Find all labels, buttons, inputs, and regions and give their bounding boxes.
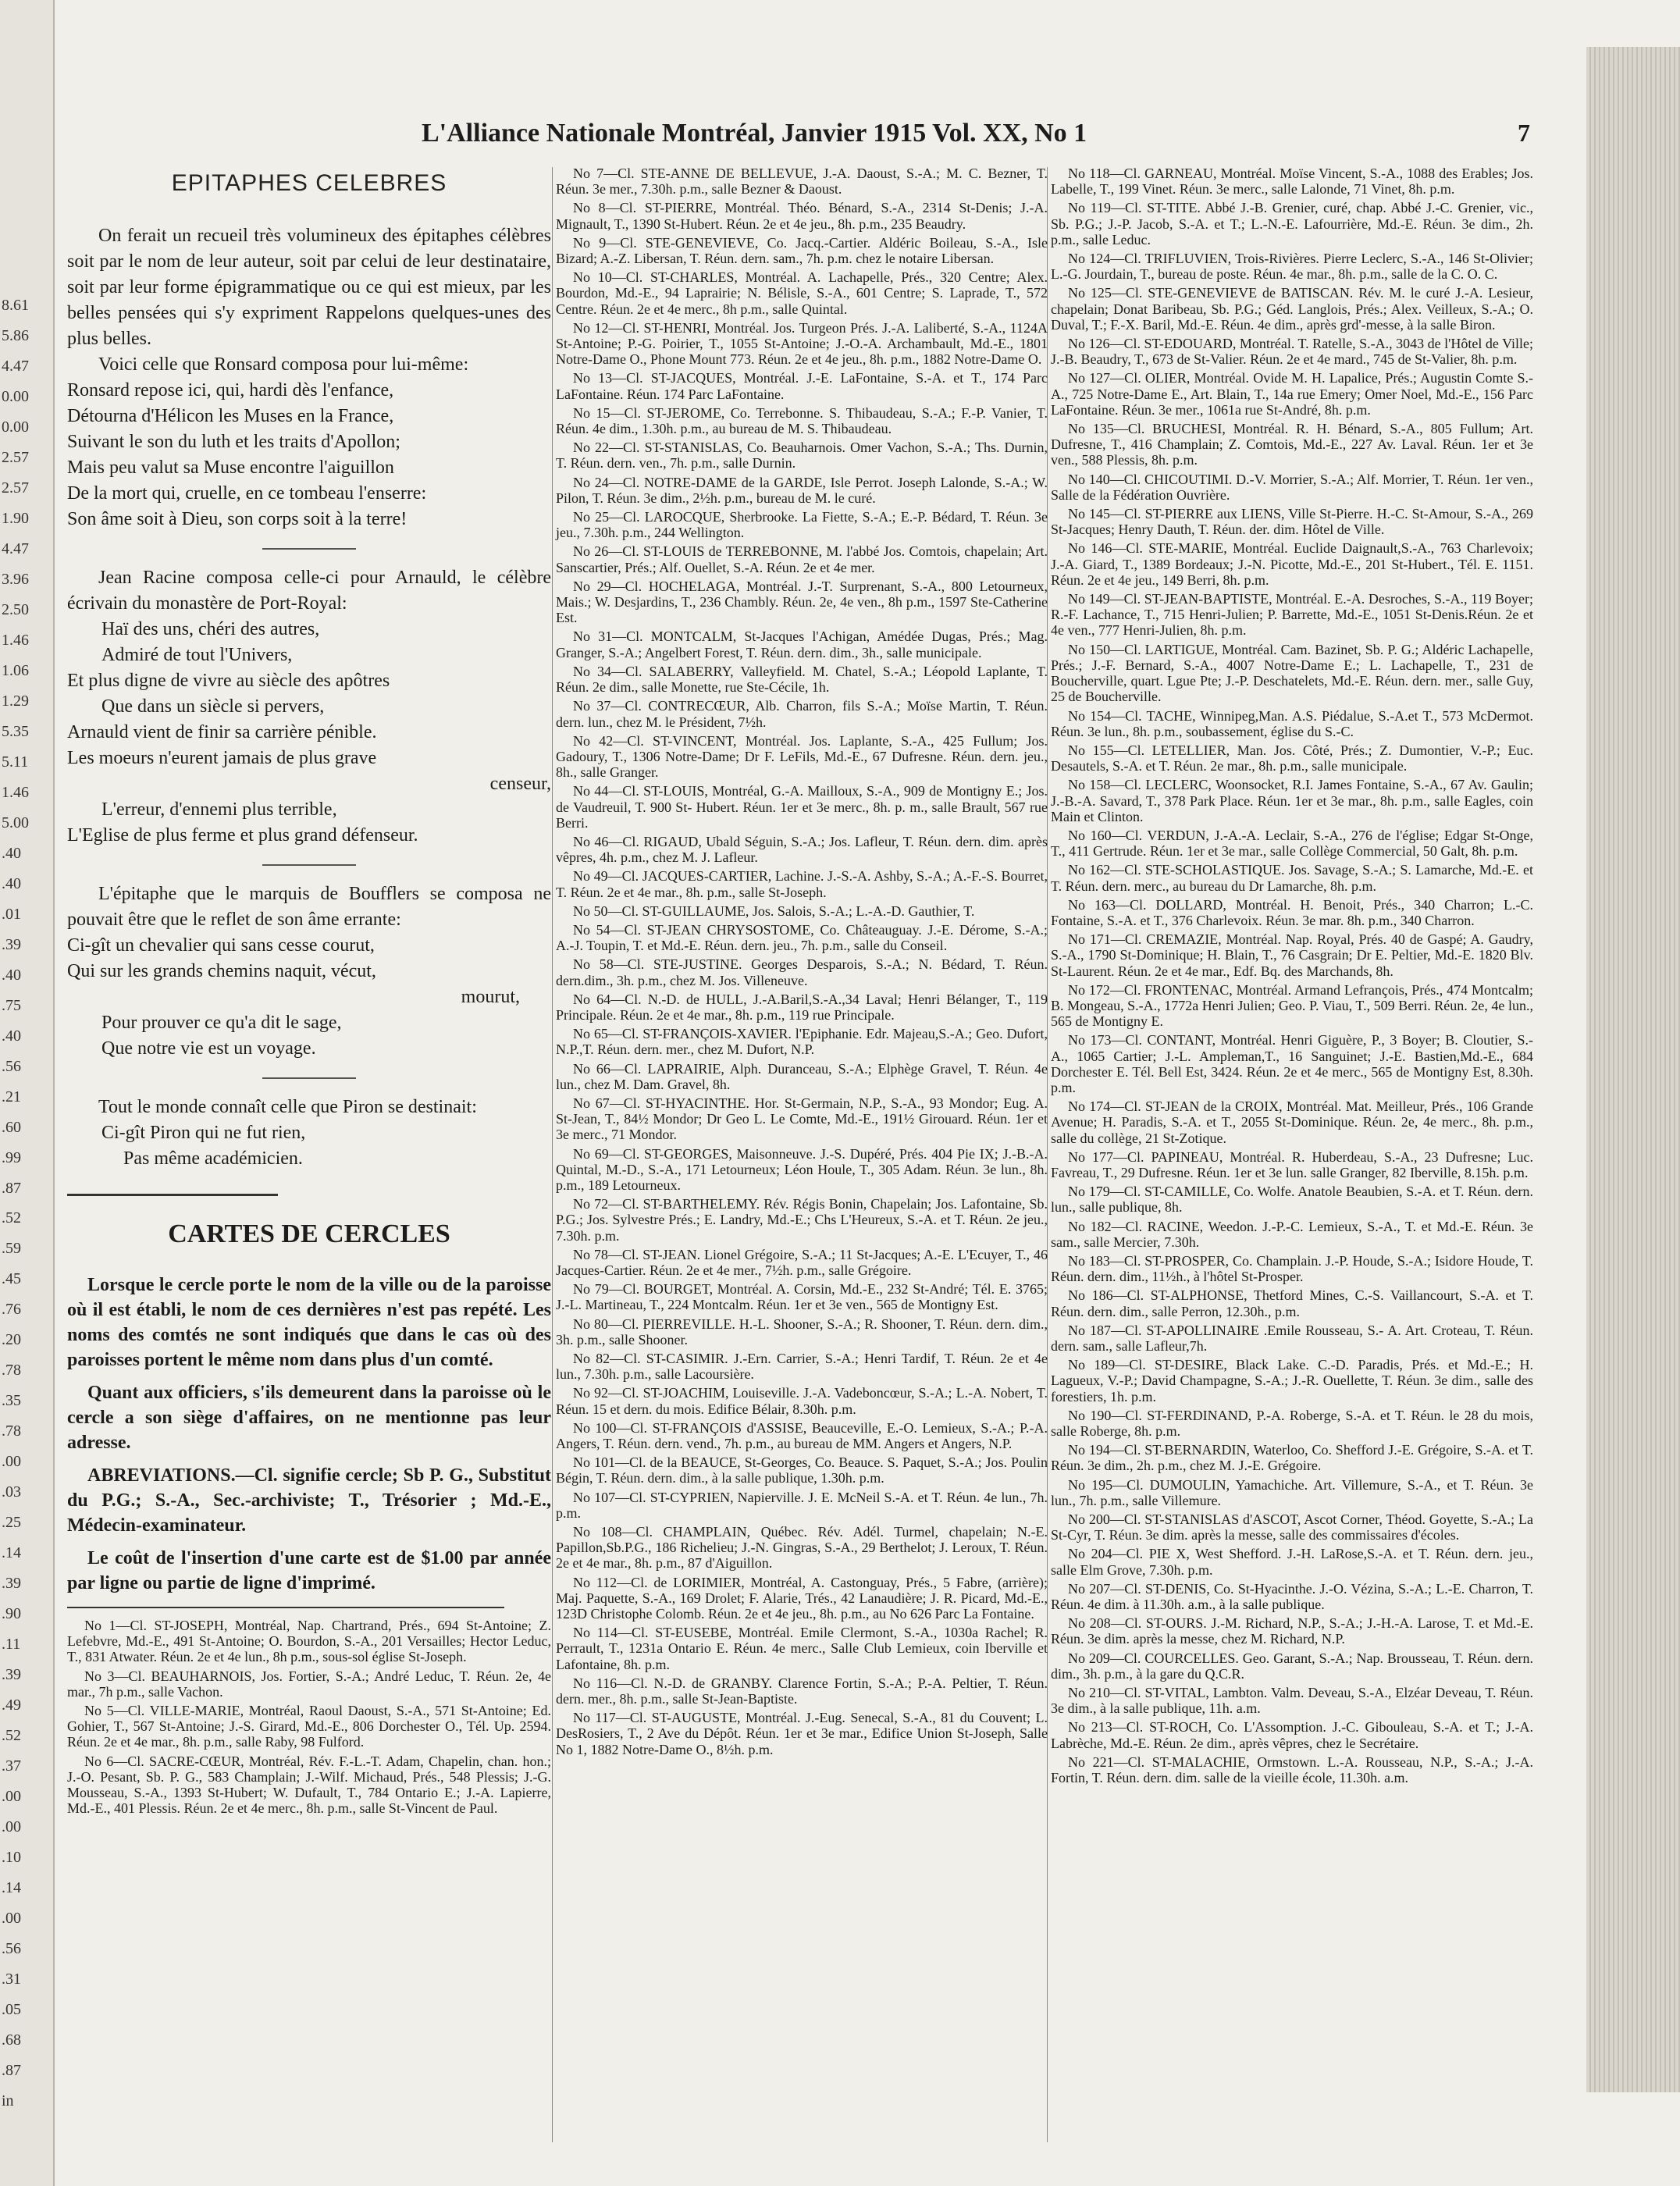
circle-entry: No 117—Cl. ST-AUGUSTE, Montréal. J.-Eug. Senecal, S.-A., 81 du Couvent; L. DesRosiers, T., 2 Ave du Dépôt. Réun. 1er et 3e mar., Edifice Union St-Joseph, Salle No 1, 1882 Notre-Dame O., 8½h. p.m. bbox=[556, 1710, 1048, 1757]
margin-number: .01 bbox=[2, 905, 21, 923]
circle-entry: No 119—Cl. ST-TITE. Abbé J.-B. Grenier, curé, chap. Abbé J.-C. Grenier, vic., Sb. P.G.; J.-P. Jacob, S.-A. et T.; L.-N.-E. Lafourrière, Md.-E. Réun. 3e dim., 2h. p.m., salle Leduc. bbox=[1051, 200, 1533, 247]
circle-entry: No 42—Cl. ST-VINCENT, Montréal. Jos. Laplante, S.-A., 425 Fullum; Jos. Gadoury, T., 1306 Notre-Dame; Dr F. LeFils, Md.-E., 67 Dufresne. Réun. dern. jeu., 8h., salle Granger. bbox=[556, 732, 1048, 781]
margin-number: 3.96 bbox=[2, 570, 29, 588]
circle-entry: No 171—Cl. CREMAZIE, Montréal. Nap. Royal, Prés. 40 de Gaspé; A. Gaudry, S.-A., 1790 St-Dominique; H. Blain, T., 76 Casgrain; Dr E. Peltier, Md.-E. 1820 Blv. St-Laurent. Réun. 2e et 4e mar., Edf. Bq. des Marchands, 8h. bbox=[1051, 931, 1533, 979]
margin-number: 4.47 bbox=[2, 539, 29, 557]
circle-entry: No 210—Cl. ST-VITAL, Lambton. Valm. Deveau, S.-A., Elzéar Deveau, T. Réun. 3e dim., à la salle publique, 11h. a.m. bbox=[1051, 1685, 1533, 1717]
verse-line: mourut, bbox=[461, 987, 520, 1007]
cartes-paragraph: Quant aux officiers, s'ils demeurent dans la paroisse où le cercle a son siège d'affaires, on ne mentionne pas leur adresse. bbox=[67, 1383, 551, 1453]
circle-entry: No 208—Cl. ST-OURS. J.-M. Richard, N.P., S.-A.; J.-H.-A. Larose, T. et Md.-E. Réun. 3e dim. après la messe, chez M. Richard, N.P. bbox=[1051, 1615, 1533, 1647]
margin-number: .99 bbox=[2, 1148, 21, 1166]
circle-entry: No 10—Cl. ST-CHARLES, Montréal. A. Lachapelle, Prés., 320 Centre; Alex. Bourdon, Md.-E., 94 Laprairie; N. Bélisle, S.-A., 601 Centre; S. Laprade, T., 572 Centre. Réun. 2e et 4e merc., 8h p.m., salle Quintal. bbox=[556, 269, 1048, 317]
cartes-title: CARTES DE CERCLES bbox=[168, 1219, 450, 1248]
circle-entry: No 163—Cl. DOLLARD, Montréal. H. Benoit, Prés., 340 Charron; L.-C. Fontaine, S.-A. et T., 376 Charlevoix. Réun. 3e mar. 8h. p.m., 340 Charron. bbox=[1051, 896, 1533, 928]
margin-number: .03 bbox=[2, 1483, 21, 1501]
circle-entry: No 50—Cl. ST-GUILLAUME, Jos. Salois, S.-A.; L.-A.-D. Gauthier, T. bbox=[573, 903, 975, 919]
circle-entry: No 174—Cl. ST-JEAN de la CROIX, Montréal. Mat. Meilleur, Prés., 106 Grande Avenue; H. Paradis, S.-A. et T., 2055 St-Dominique. Réun. 2e, 4e merc., 8h. p.m., salle du collège, 21 St-Zotique. bbox=[1051, 1098, 1533, 1146]
circle-entry: No 172—Cl. FRONTENAC, Montréal. Armand Lefrançois, Prés., 474 Montcalm; B. Mongeau, S.-A., 1772a Henri Julien; Geo. P. Viau, T., 509 Berri. Réun. 2e, 4e lun., 565 de Montigny E. bbox=[1051, 981, 1533, 1030]
circle-entry: No 149—Cl. ST-JEAN-BAPTISTE, Montréal. E.-A. Desroches, S.-A., 119 Boyer; R.-F. Lachance, T., 715 Henri-Julien; P. Barrette, Md.-E., 1051 St-Denis.Réun. 2e et 4e ven., 777 Henri-Julien, 8h. p.m. bbox=[1051, 591, 1533, 639]
circle-entry: No 114—Cl. ST-EUSEBE, Montréal. Emile Clermont, S.-A., 1030a Rachel; R. Perrault, T., 1231a Ontario E. Réun. 4e merc., Salle Club Lemieux, coin Iberville et Lafontaine, 8h. p.m. bbox=[556, 1625, 1048, 1672]
section-separator bbox=[67, 1607, 504, 1608]
circle-entry: No 92—Cl. ST-JOACHIM, Louiseville. J.-A. Vadeboncœur, S.-A.; L.-A. Nobert, T. Réun. 15 et dern. du mois. Edifice Bélair, 8.30h. p.m. bbox=[556, 1385, 1048, 1417]
margin-number: .49 bbox=[2, 1696, 21, 1714]
verse-line: Qui sur les grands chemins naquit, vécut, bbox=[67, 961, 376, 981]
racine-intro: Jean Racine composa celle-ci pour Arnauld, le célèbre écrivain du monastère de Port-Royal: bbox=[67, 568, 551, 614]
circle-entry: No 100—Cl. ST-FRANÇOIS d'ASSISE, Beauceville, E.-O. Lemieux, S.-A.; P.-A. Angers, T. Réun. dern. vend., 7h. p.m., au bureau de MM. Angers et Angers, N.P. bbox=[556, 1419, 1048, 1452]
column-divider bbox=[552, 167, 553, 2142]
verse-line: De la mort qui, cruelle, en ce tombeau l'enserre: bbox=[67, 483, 427, 504]
margin-number: 8.61 bbox=[2, 297, 29, 314]
circle-entry: No 58—Cl. STE-JUSTINE. Georges Desparois, S.-A.; N. Bédard, T. Réun. dern.dim., 3h. p.m., chez M. Jos. Villeneuve. bbox=[556, 956, 1048, 988]
circle-list-middle bbox=[556, 166, 1048, 1761]
verse-line: Et plus digne de vivre au siècle des apôtres bbox=[67, 671, 390, 691]
circle-entry: No 160—Cl. VERDUN, J.-A.-A. Leclair, S.-A., 276 de l'église; Edgar St-Onge, T., 411 Gertrude. Réun. 1er et 3e mar., salle Collège Commercial, 50 Galt, 8h. p.m. bbox=[1051, 827, 1533, 860]
circle-entry: No 54—Cl. ST-JEAN CHRYSOSTOME, Co. Châteauguay. J.-E. Dérome, S.-A.; A.-J. Toupin, T. et Md.-E. Réun. dern. jeu., 7h. p.m., salle du Conseil. bbox=[556, 921, 1048, 954]
margin-number: .75 bbox=[2, 996, 21, 1014]
circle-entry: No 78—Cl. ST-JEAN. Lionel Grégoire, S.-A.; 11 St-Jacques; A.-E. L'Ecuyer, T., 46 Jacques-Cartier. Réun. 2e et 4e mer., 7½h. p.m., salle Grégoire. bbox=[556, 1246, 1048, 1278]
margin-number: .14 bbox=[2, 1544, 21, 1562]
circle-entry: No 29—Cl. HOCHELAGA, Montréal. J.-T. Surprenant, S.-A., 800 Letourneux, Mais.; W. Desjardins, T., 236 Chambly. Réun. 2e, 4e ven., 8h p.m., 1597 Ste-Catherine Est. bbox=[556, 578, 1048, 626]
margin-number: .14 bbox=[2, 1879, 21, 1897]
circle-entry: No 6—Cl. SACRE-CŒUR, Montréal, Rév. F.-L.-T. Adam, Chapelin, chan. hon.; J.-O. Pesant, Sb. P. G., 583 Champlain; J.-Wilf. Michaud, Prés., 548 Plessis; J.-G. Mousseau, S.-A., 1393 St-Hubert; W. Dufault, T., 784 Ontario E.; J.-A. Lapierre, Md.-E., 401 Plessis. Réun. 2e et 4e merc., 8h. p.m., salle St-Vincent de Paul. bbox=[67, 1753, 551, 1817]
verse-line: Pas même académicien. bbox=[123, 1148, 303, 1169]
circle-entry: No 124—Cl. TRIFLUVIEN, Trois-Rivières. Pierre Leclerc, S.-A., 146 St-Olivier; L.-G. Jourdain, T., bureau de poste. Réun. 4e mar., 8h. p.m., salle de la C. O. C. bbox=[1051, 251, 1533, 283]
margin-number: .60 bbox=[2, 1118, 21, 1136]
circle-entry: No 173—Cl. CONTANT, Montréal. Henri Giguère, P., 3 Boyer; B. Cloutier, S.-A., 1065 Cartier; J.-L. Ampleman,T., 16 Sanguinet; J.-E. Bastien,Md.-E., 684 Dorchester E. Tél. Bell Est, 3424. Réun. 2e et 4e merc., 565 de Montigny Est, 8.30h. p.m. bbox=[1051, 1032, 1533, 1095]
margin-number: .76 bbox=[2, 1301, 21, 1319]
circle-entry: No 126—Cl. ST-EDOUARD, Montréal. T. Ratelle, S.-A., 3043 de l'Hôtel de Ville; J.-B. Beaudry, T., 673 de St-Valier. Réun. 2e et 4e mard., 745 de St-Valier, 8h. p.m. bbox=[1051, 336, 1533, 368]
cartes-paragraph: Lorsque le cercle porte le nom de la ville ou de la paroisse où il est établi, le nom de ces dernières n'est pas repété. Les noms des comtés ne sont indiqués que dans le cas où des paroisses portent le même nom dans plus d'un comté. bbox=[67, 1275, 551, 1370]
margin-number: in bbox=[2, 2092, 14, 2109]
circle-entry: No 13—Cl. ST-JACQUES, Montréal. J.-E. LaFontaine, S.-A. et T., 174 Parc LaFontaine. Réun. 174 Parc LaFontaine. bbox=[556, 370, 1048, 402]
circle-entry: No 5—Cl. VILLE-MARIE, Montréal, Raoul Daoust, S.-A., 571 St-Antoine; Ed. Gohier, T., 567 St-Antoine; J.-S. Girard, Md.-E., 806 Dorchester O., Tél. Up. 2594. Réun. 2e et 4e mar., 8h. p.m., salle Raby, 98 Fulford. bbox=[67, 1703, 551, 1750]
circle-entry: No 3—Cl. BEAUHARNOIS, Jos. Fortier, S.-A.; André Leduc, T. Réun. 2e, 4e mar., 7h p.m., salle Vachon. bbox=[67, 1668, 551, 1700]
circle-entry: No 155—Cl. LETELLIER, Man. Jos. Côté, Prés.; Z. Dumontier, V.-P.; Euc. Desautels, S.-A. et T. Réun. 2e mar., 8h. p.m., salle municipale. bbox=[1051, 742, 1533, 774]
circle-entry: No 15—Cl. ST-JEROME, Co. Terrebonne. S. Thibaudeau, S.-A.; F.-P. Vanier, T. Réun. 4e dim., 1.30h. p.m., au bureau de M. S. Thibaudeau. bbox=[556, 404, 1048, 437]
circle-entry: No 158—Cl. LECLERC, Woonsocket, R.I. James Fontaine, S.-A., 67 Av. Gaulin; J.-B.-A. Savard, T., 378 Park Place. Réun. 1er et 3e mar., 8h. p.m., salle Eagles, coin Main et Clinton. bbox=[1051, 777, 1533, 824]
cartes-paragraph: Le coût de l'insertion d'une carte est de $1.00 par année par ligne ou partie de ligne d'imprimé. bbox=[67, 1548, 551, 1593]
section-separator bbox=[262, 1077, 356, 1079]
verse-line: Ronsard repose ici, qui, hardi dès l'enfance, bbox=[67, 380, 394, 401]
margin-number: .40 bbox=[2, 844, 21, 862]
circle-entry: No 25—Cl. LAROCQUE, Sherbrooke. La Fiette, S.-A.; E.-P. Bédard, T. Réun. 3e jeu., 7.30h. p.m., 244 Wellington. bbox=[556, 509, 1048, 541]
margin-number: .87 bbox=[2, 1179, 21, 1197]
verse-line: censeur, bbox=[489, 774, 551, 794]
circle-entry: No 125—Cl. STE-GENEVIEVE de BATISCAN. Rév. M. le curé J.-A. Lesieur, chapelain; Donat Baribeau, Sb. P.G.; Géd. Langlois, Prés.; Alex. Veilleux, S.-A.; O. Duval, T.; F.-X. Baril, Md.-E. Réun. 4e dim., après grd'-messe, à la salle Biron. bbox=[1051, 285, 1533, 333]
boufflers-verse bbox=[67, 933, 551, 1062]
circle-entry: No 49—Cl. JACQUES-CARTIER, Lachine. J.-S.-A. Ashby, S.-A.; A.-F.-S. Bourret, T. Réun. 2e et 4e mar., 8h. p.m., salle St-Joseph. bbox=[556, 868, 1048, 900]
margin-number: .00 bbox=[2, 1453, 21, 1471]
circle-entry: No 31—Cl. MONTCALM, St-Jacques l'Achigan, Amédée Dugas, Prés.; Mag. Granger, S.-A.; Angelbert Forest, T. Réun. dern. dim., 3h., salle municipale. bbox=[556, 628, 1048, 660]
column-left bbox=[67, 166, 551, 1819]
margin-number: .59 bbox=[2, 1240, 21, 1258]
margin-number: .31 bbox=[2, 1971, 21, 1988]
margin-number: .87 bbox=[2, 2062, 21, 2080]
circle-entry: No 34—Cl. SALABERRY, Valleyfield. M. Chatel, S.-A.; Léopold Laplante, T. Réun. 2e dim., salle Monette, rue Ste-Cécile, 1h. bbox=[556, 663, 1048, 696]
circle-entry: No 107—Cl. ST-CYPRIEN, Napierville. J. E. McNeil S.-A. et T. Réun. 4e lun., 7h. p.m. bbox=[556, 1489, 1048, 1521]
margin-number: .40 bbox=[2, 1027, 21, 1045]
circle-entry: No 154—Cl. TACHE, Winnipeg,Man. A.S. Piédalue, S.-A.et T., 573 McDermot. Réun. 3e lun., 8h. p.m., soubassement, église du S.-C. bbox=[1051, 707, 1533, 739]
ronsard-verse bbox=[67, 378, 551, 532]
circle-entry: No 112—Cl. de LORIMIER, Montréal, A. Castonguay, Prés., 5 Fabre, (arrière); Maj. Paquette, S.-A., 169 Drolet; F. Alarie, Trés., 42 Lanaudière; J. R. Picard, Md.-E., 123D Christophe Colomb. Réun. 2e et 4e jeu., 8h. p.m., au No 626 Parc La Fontaine. bbox=[556, 1574, 1048, 1622]
verse-line: Mais peu valut sa Muse encontre l'aiguillon bbox=[67, 457, 394, 478]
margin-number: .35 bbox=[2, 1392, 21, 1410]
circle-entry: No 150—Cl. LARTIGUE, Montréal. Cam. Bazinet, Sb. P. G.; Aldéric Lachapelle, Prés.; J.-F. Bernard, S.-A., 4007 Notre-Dame E.; L. Lachapelle, T., 231 de Boucherville, quart. Lgue Pte; J.-P. Deschatelets, Md.-E. Réun. dern. mer., salle Guy, 25 de Boucherville. bbox=[1051, 641, 1533, 705]
margin-number: .00 bbox=[2, 1910, 21, 1928]
circle-list-left bbox=[67, 1618, 551, 1816]
margin-number: .37 bbox=[2, 1757, 21, 1775]
margin-number: .21 bbox=[2, 1088, 21, 1105]
circle-entry: No 190—Cl. ST-FERDINAND, P.-A. Roberge, S.-A. et T. Réun. le 28 du mois, salle Roberge, 8h. p.m. bbox=[1051, 1407, 1533, 1440]
epitaphes-title: EPITAPHES CELEBRES bbox=[171, 170, 447, 196]
circle-entry: No 194—Cl. ST-BERNARDIN, Waterloo, Co. Shefford J.-E. Grégoire, S.-A. et T. Réun. 3e dim., 2h. p.m., chez M. J.-E. Grégoire. bbox=[1051, 1442, 1533, 1474]
margin-number: .39 bbox=[2, 1666, 21, 1684]
circle-entry: No 189—Cl. ST-DESIRE, Black Lake. C.-D. Paradis, Prés. et Md.-E.; H. Lagueux, V.-P.; David Champagne, S.-A.; J.-R. Ouellette, T. Réun. 3e dim., salle des forestiers, 1h. p.m. bbox=[1051, 1357, 1533, 1405]
circle-entry: No 145—Cl. ST-PIERRE aux LIENS, Ville St-Pierre. H.-C. St-Amour, S.-A., 269 St-Jacques; Henry Dauth, T. Réun. der. dim. Hôtel de Ville. bbox=[1051, 506, 1533, 538]
margin-number: .40 bbox=[2, 874, 21, 892]
circle-entry: No 108—Cl. CHAMPLAIN, Québec. Rév. Adél. Turmel, chapelain; N.-E. Papillon,Sb.P.G., 186 Richelieu; J.-N. Gingras, S.-A., 29 Berthelot; J. Leroux, T. Réun. 2e et 4e mar., 8h. p.m., 87 d'Aiguillon. bbox=[556, 1524, 1048, 1572]
circle-entry: No 24—Cl. NOTRE-DAME de la GARDE, Isle Perrot. Joseph Lalonde, S.-A.; W. Pilon, T. Réun. 3e dim., 2½h. p.m., bureau de M. le curé. bbox=[556, 474, 1048, 506]
page-header bbox=[422, 119, 1632, 148]
circle-entry: No 209—Cl. COURCELLES. Geo. Garant, S.-A.; Nap. Brousseau, T. Réun. dern. dim., 3h. p.m., à la gare du Q.C.R. bbox=[1051, 1650, 1533, 1682]
circle-entry: No 221—Cl. ST-MALACHIE, Ormstown. L.-A. Rousseau, N.P., S.-A.; J.-A. Fortin, T. Réun. dern. dim. salle de la vieille école, 11.30h. a.m. bbox=[1051, 1753, 1533, 1786]
circle-entry: No 9—Cl. STE-GENEVIEVE, Co. Jacq.-Cartier. Aldéric Boileau, S.-A., Isle Bizard; A.-Z. Libersan, T. Réun. dern. sam., 7h. p.m. chez le notaire Libersan. bbox=[556, 234, 1048, 267]
verse-line: Ci-gît un chevalier qui sans cesse courut, bbox=[67, 935, 375, 956]
margin-number: .39 bbox=[2, 1575, 21, 1593]
circle-entry: No 213—Cl. ST-ROCH, Co. L'Assomption. J.-C. Gibouleau, S.-A. et T.; J.-A. Labrèche, Md.-E. Réun. 2e dim., après vêpres, chez le Secrétaire. bbox=[1051, 1719, 1533, 1751]
circle-entry: No 183—Cl. ST-PROSPER, Co. Champlain. J.-P. Houde, S.-A.; Isidore Houde, T. Réun. dern. dim., 11½h., à l'hôtel St-Prosper. bbox=[1051, 1253, 1533, 1285]
margin-number: .39 bbox=[2, 935, 21, 953]
circle-entry: No 79—Cl. BOURGET, Montréal. A. Corsin, Md.-E., 232 St-André; Tél. E. 3765; J.-L. Martineau, T., 224 Montcalm. Réun. 1er et 3e ven., 565 de Montigny Est. bbox=[556, 1281, 1048, 1313]
margin-number: 5.35 bbox=[2, 722, 29, 740]
circle-entry: No 162—Cl. STE-SCHOLASTIQUE. Jos. Savage, S.-A.; S. Lamarche, Md.-E. et T. Réun. dern. merc., au bureau du Dr Lamarche, 8h. p.m. bbox=[1051, 862, 1533, 894]
circle-entry: No 127—Cl. OLIER, Montréal. Ovide M. H. Lapalice, Prés.; Augustin Comte S.-A., 725 Notre-Dame E., Art. Blain, T., 14a rue Emery; Omer Noel, Md.-E., 156 Parc LaFontaine. Réun. 3e mer., 1061a rue St-André, 8h. p.m. bbox=[1051, 370, 1533, 418]
margin-number: 1.29 bbox=[2, 692, 29, 710]
margin-number: 4.47 bbox=[2, 357, 29, 375]
circle-entry: No 44—Cl. ST-LOUIS, Montréal, G.-A. Mailloux, S.-A., 909 de Montigny E.; Jos. de Vaudreuil, T. 900 St- Hubert. Réun. 1er et 3e merc., 8h. p. m., salle Brault, 567 rue Berri. bbox=[556, 783, 1048, 831]
margin-number: .52 bbox=[2, 1209, 21, 1227]
verse-line: Admiré de tout l'Univers, bbox=[101, 645, 293, 665]
circle-entry: No 8—Cl. ST-PIERRE, Montréal. Théo. Bénard, S.-A., 2314 St-Denis; J.-A. Mignault, T., 1390 St-Hubert. Réun. 2e et 4e jeu., 8h. p.m., 235 Beaudry. bbox=[556, 200, 1048, 232]
circle-entry: No 204—Cl. PIE X, West Shefford. J.-H. LaRose,S.-A. et T. Réun. dern. jeu., salle Elm Grove, 7.30h. p.m. bbox=[1051, 1546, 1533, 1578]
verse-line: Que dans un siècle si pervers, bbox=[101, 696, 325, 717]
margin-number: .10 bbox=[2, 1849, 21, 1867]
margin-number: .68 bbox=[2, 2031, 21, 2049]
margin-number: .90 bbox=[2, 1605, 21, 1623]
circle-entry: No 187—Cl. ST-APOLLINAIRE .Emile Rousseau, S.- A. Art. Croteau, T. Réun. dern. sam., salle Lafleur,7h. bbox=[1051, 1322, 1533, 1355]
circle-entry: No 66—Cl. LAPRAIRIE, Alph. Duranceau, S.-A.; Elphège Gravel, T. Réun. 4e lun., chez M. Dam. Gravel, 8h. bbox=[556, 1060, 1048, 1092]
ronsard-intro: Voici celle que Ronsard composa pour lui-même: bbox=[98, 354, 469, 375]
margin-number: .20 bbox=[2, 1331, 21, 1349]
circle-entry: No 64—Cl. N.-D. de HULL, J.-A.Baril,S.-A.,34 Laval; Henri Bélanger, T., 119 Principale. Réun. 2e et 4e mar., 8h. p.m., 119 rue Principale. bbox=[556, 991, 1048, 1023]
margin-number: .56 bbox=[2, 1940, 21, 1958]
header-title: L'Alliance Nationale Montréal, Janvier 1915 Vol. XX, No 1 bbox=[422, 119, 1087, 148]
section-separator bbox=[262, 548, 356, 550]
verse-line: Que notre vie est un voyage. bbox=[101, 1038, 316, 1059]
epitaphes-intro: On ferait un recueil très volumineux des épitaphes célèbres soit par le nom de leur auteur, soit par celui de leur destinataire, soit par leur forme épigrammatique ou ce qui est mieux, par les belles pensées qui s'y expriment Rappelons quelques-unes des plus belles. bbox=[67, 226, 551, 349]
margin-number: .45 bbox=[2, 1270, 21, 1288]
verse-line: Arnauld vient de finir sa carrière pénible. bbox=[67, 722, 377, 742]
previous-page-edge bbox=[0, 0, 55, 2186]
margin-number: 5.00 bbox=[2, 814, 29, 831]
margin-number: 2.57 bbox=[2, 479, 29, 497]
verse-line: Haï des uns, chéri des autres, bbox=[101, 619, 320, 639]
circle-entry: No 177—Cl. PAPINEAU, Montréal. R. Huberdeau, S.-A., 23 Dufresne; Luc. Favreau, T., 29 Dufresne. Réun. 1er et 3e lun. salle Granger, 82 Iberville, 8.15h. p.m. bbox=[1051, 1148, 1533, 1180]
margin-number: 1.46 bbox=[2, 783, 29, 801]
margin-number: .40 bbox=[2, 966, 21, 984]
margin-number: .52 bbox=[2, 1727, 21, 1745]
circle-entry: No 135—Cl. BRUCHESI, Montréal. R. H. Bénard, S.-A., 805 Fullum; Art. Dufresne, T., 416 Champlain; Z. Comtois, Md.-E., 227 Av. Laval. Réun. 1er et 3e ven., 588 Plessis, 8h. p.m. bbox=[1051, 421, 1533, 468]
book-page-edges bbox=[1586, 47, 1680, 2092]
circle-entry: No 72—Cl. ST-BARTHELEMY. Rév. Régis Bonin, Chapelain; Jos. Lafontaine, Sb. P.G.; Jos. Sylvestre Prés.; E. Landry, Md.-E.; Chs L'Heureux, S.-A. et T. Réun. 2e jeu., 7.30h. p.m. bbox=[556, 1196, 1048, 1244]
margin-number: .56 bbox=[2, 1057, 21, 1075]
circle-entry: No 101—Cl. de la BEAUCE, St-Georges, Co. Beauce. S. Paquet, S.-A.; Jos. Poulin Bégin, T. Réun. dern. dim., à la salle publique, 1.30h. p.m. bbox=[556, 1454, 1048, 1486]
margin-number: 1.06 bbox=[2, 661, 29, 679]
margin-number: .78 bbox=[2, 1362, 21, 1380]
circle-entry: No 118—Cl. GARNEAU, Montréal. Moïse Vincent, S.-A., 1088 des Erables; Jos. Labelle, T., 199 Vinet. Réun. 3e merc., salle Lalonde, 71 Vinet, 8h. p.m. bbox=[1051, 166, 1533, 198]
circle-entry: No 12—Cl. ST-HENRI, Montréal. Jos. Turgeon Prés. J.-A. Laliberté, S.-A., 1124A St-Antoine; P.-G. Poirier, T., 1055 St-Antoine; J.-O.-A. Archambault, Md.-E., 1801 Notre-Dame O., Phone Mount 773. Réun. 2e et 4e jeu., 8h. p.m., 1882 Notre-Dame O. bbox=[556, 319, 1048, 368]
circle-entry: No 1—Cl. ST-JOSEPH, Montréal, Nap. Chartrand, Prés., 694 St-Antoine; Z. Lefebvre, Md.-E., 491 St-Antoine; O. Bourdon, S.-A., 201 Versailles; Hector Leduc, T., 831 Atwater. Réun. 2e et 4e lun., 8h p.m., sous-sol église St-Joseph. bbox=[67, 1618, 551, 1665]
verse-line: Pour prouver ce qu'a dit le sage, bbox=[101, 1013, 342, 1033]
margin-number: 2.57 bbox=[2, 448, 29, 466]
verse-line: Détourna d'Hélicon les Muses en la France, bbox=[67, 406, 394, 426]
circle-entry: No 7—Cl. STE-ANNE DE BELLEVUE, J.-A. Daoust, S.-A.; M. C. Bezner, T. Réun. 3e mer., 7.30h. p.m., salle Bezner & Daoust. bbox=[556, 166, 1048, 198]
verse-line: L'Eglise de plus ferme et plus grand défenseur. bbox=[67, 825, 418, 846]
margin-number: 0.00 bbox=[2, 387, 29, 405]
margin-number: 0.00 bbox=[2, 418, 29, 436]
margin-number: .25 bbox=[2, 1514, 21, 1532]
circle-entry: No 82—Cl. ST-CASIMIR. J.-Ern. Carrier, S.-A.; Henri Tardif, T. Réun. 2e et 4e lun., 7.30h. p.m., salle Lacoursière. bbox=[556, 1351, 1048, 1383]
margin-number: .00 bbox=[2, 1818, 21, 1836]
circle-entry: No 65—Cl. ST-FRANÇOIS-XAVIER. l'Epiphanie. Edr. Majeau,S.-A.; Geo. Dufort, N.P.,T. Réun. dern. mer., chez M. Dufort, N.P. bbox=[556, 1026, 1048, 1058]
margin-number: 5.11 bbox=[2, 753, 29, 771]
cartes-paragraph: ABREVIATIONS.—Cl. signifie cercle; Sb P. G., Substitut du P.G.; S.-A., Sec.-archiviste; T., Trésorier ; Md.-E., Médecin-examinateur. bbox=[67, 1465, 551, 1536]
circle-entry: No 37—Cl. CONTRECŒUR, Alb. Charron, fils S.-A.; Moïse Martin, T. Réun. dern. lun., chez M. le Président, 7½h. bbox=[556, 698, 1048, 730]
verse-line: Son âme soit à Dieu, son corps soit à la terre! bbox=[67, 509, 408, 529]
piron-verse bbox=[67, 1120, 551, 1172]
verse-line: Les moeurs n'eurent jamais de plus grave bbox=[67, 748, 377, 768]
circle-entry: No 116—Cl. N.-D. de GRANBY. Clarence Fortin, S.-A.; P.-A. Peltier, T. Réun. dern. mer., 8h. p.m., salle St-Jean-Baptiste. bbox=[556, 1675, 1048, 1707]
piron-intro: Tout le monde connaît celle que Piron se destinait: bbox=[98, 1097, 477, 1117]
circle-entry: No 26—Cl. ST-LOUIS de TERREBONNE, M. l'abbé Jos. Comtois, chapelain; Art. Sanscartier, Prés.; Alf. Ouellet, S.-A. Réun. 2e et 4e mer. bbox=[556, 543, 1048, 575]
page-number: 7 bbox=[1518, 119, 1530, 147]
margin-number: .05 bbox=[2, 2001, 21, 2019]
circle-entry: No 186—Cl. ST-ALPHONSE, Thetford Mines, C.-S. Vaillancourt, S.-A. et T. Réun. dern. dim., salle Perron, 12.30h., p.m. bbox=[1051, 1287, 1533, 1319]
margin-number: .11 bbox=[2, 1636, 21, 1654]
circle-entry: No 146—Cl. STE-MARIE, Montréal. Euclide Daignault,S.-A., 763 Charlevoix; J.-A. Giard, T., 1389 Bordeaux; J.-N. Picotte, Md.-E., 201 St-Hubert., Tél. E. 1151. Réun. 2e et 4e jeu., 149 Berri, 8h. p.m. bbox=[1051, 540, 1533, 588]
circle-entry: No 80—Cl. PIERREVILLE. H.-L. Shooner, S.-A.; R. Shooner, T. Réun. dern. dim., 3h. p.m., salle Shooner. bbox=[556, 1316, 1048, 1348]
margin-number: .78 bbox=[2, 1422, 21, 1440]
margin-number: 1.90 bbox=[2, 509, 29, 527]
circle-entry: No 22—Cl. ST-STANISLAS, Co. Beauharnois. Omer Vachon, S.-A.; Ths. Durnin, T. Réun. dern. ven., 7h. p.m., salle Durnin. bbox=[556, 440, 1048, 472]
margin-number: 2.50 bbox=[2, 600, 29, 618]
racine-verse bbox=[67, 617, 551, 849]
margin-number: 5.86 bbox=[2, 326, 29, 344]
section-separator bbox=[262, 864, 356, 866]
circle-entry: No 207—Cl. ST-DENIS, Co. St-Hyacinthe. J.-O. Vézina, S.-A.; L.-E. Charron, T. Réun. 4e dim. à 11.30h. a.m., à la salle publique. bbox=[1051, 1580, 1533, 1613]
circle-entry: No 46—Cl. RIGAUD, Ubald Séguin, S.-A.; Jos. Lafleur, T. Réun. dern. dim. après vêpres, 4h. p.m., chez M. J. Lafleur. bbox=[556, 833, 1048, 866]
circle-entry: No 195—Cl. DUMOULIN, Yamachiche. Art. Villemure, S.-A., et T. Réun. 3e lun., 7h. p.m., salle Villemure. bbox=[1051, 1476, 1533, 1508]
verse-line: L'erreur, d'ennemi plus terrible, bbox=[101, 799, 337, 820]
boufflers-intro: L'épitaphe que le marquis de Boufflers se composa ne pouvait être que le reflet de son âme errante: bbox=[67, 884, 551, 930]
verse-line: Suivant le son du luth et les traits d'Apollon; bbox=[67, 432, 400, 452]
margin-number: .00 bbox=[2, 1788, 21, 1806]
circle-list-right bbox=[1051, 166, 1533, 1789]
section-separator bbox=[67, 1194, 278, 1196]
verse-line: Ci-gît Piron qui ne fut rien, bbox=[101, 1123, 306, 1143]
circle-entry: No 140—Cl. CHICOUTIMI. D.-V. Morrier, S.-A.; Alf. Morrier, T. Réun. 1er ven., Salle de la Fédération Ouvrière. bbox=[1051, 471, 1533, 503]
circle-entry: No 200—Cl. ST-STANISLAS d'ASCOT, Ascot Corner, Théod. Goyette, S.-A.; La St-Cyr, T. Réun. 3e dim. après la messe, salle des commissaires d'écoles. bbox=[1051, 1511, 1533, 1543]
circle-entry: No 67—Cl. ST-HYACINTHE. Hor. St-Germain, N.P., S.-A., 93 Mondor; Eug. A. St-Jean, T., 84½ Mondor; Dr Geo L. Le Comte, Md.-E., 191½ Girouard. Réun. 1er et 3e merc., 71 Mondor. bbox=[556, 1095, 1048, 1143]
circle-entry: No 69—Cl. ST-GEORGES, Maisonneuve. J.-S. Dupéré, Prés. 404 Pie IX; J.-B.-A. Quintal, M.-D., S.-A., 171 Letourneux; Léon Houle, T., 305 Adam. Réun. 3e lun., 8h. p.m., 189 Letourneux. bbox=[556, 1145, 1048, 1193]
circle-entry: No 179—Cl. ST-CAMILLE, Co. Wolfe. Anatole Beaubien, S.-A. et T. Réun. dern. lun., salle publique, 8h. bbox=[1051, 1184, 1533, 1216]
circle-entry: No 182—Cl. RACINE, Weedon. J.-P.-C. Lemieux, S.-A., T. et Md.-E. Réun. 3e sam., salle Mercier, 7.30h. bbox=[1051, 1218, 1533, 1250]
margin-number: 1.46 bbox=[2, 631, 29, 649]
